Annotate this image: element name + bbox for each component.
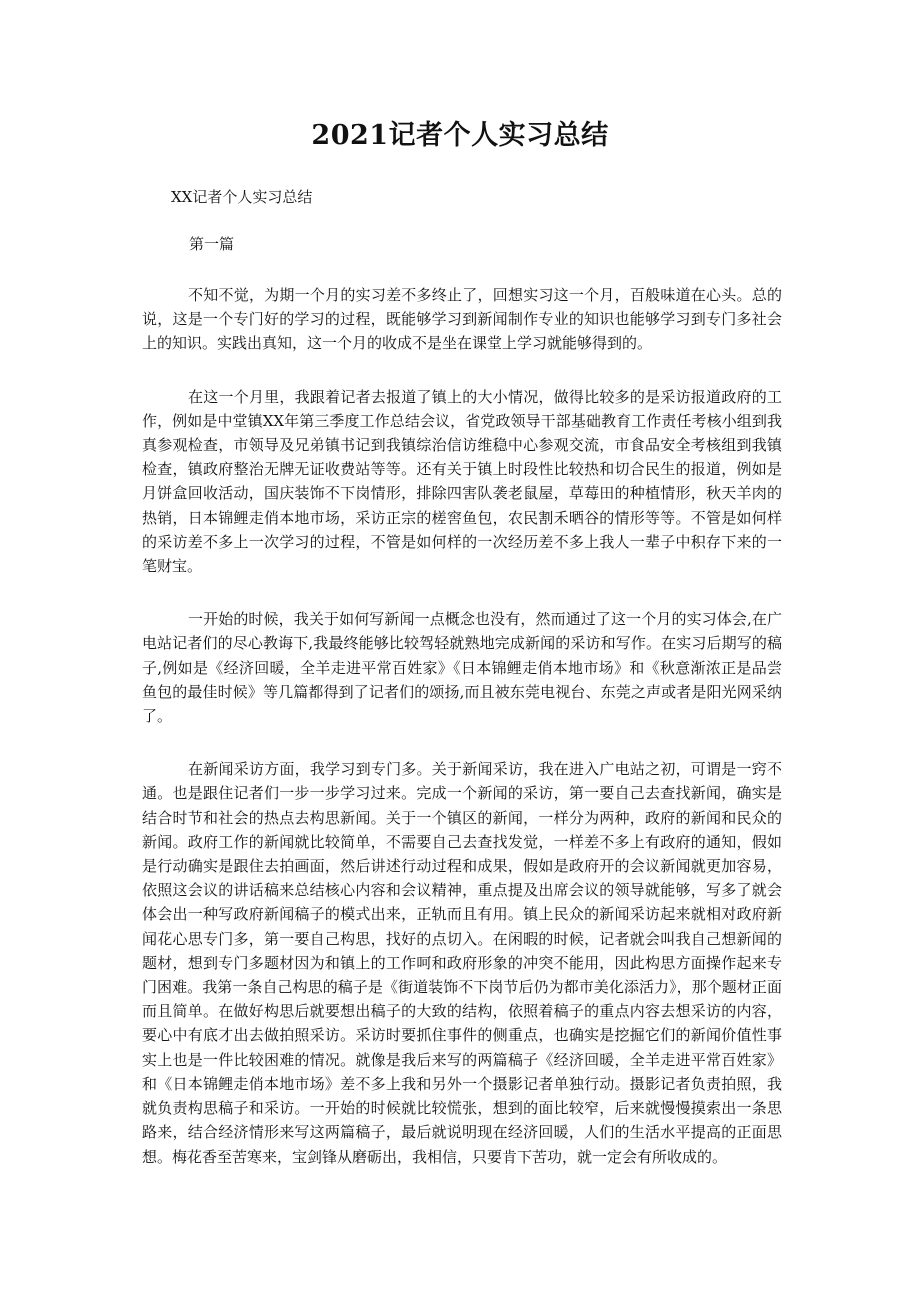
document-subtitle: XX记者个人实习总结 [171, 188, 313, 206]
paragraph-2: 在这一个月里，我跟着记者去报道了镇上的大小情况，做得比较多的是采访报道政府的工作，例如是中堂镇XX年第三季度工作总结会议，省党政领导干部基础教育工作责任考核小组到我真参观检查，市领导及兄弟镇书记到我镇综治信访维稳中心参观交流，市食品安全考核组到我镇检查，镇政府整治无牌无证收费站等等。还有关于镇上时段性比较热和切合民生的报道，例如是月饼盒回收活动，国庆装饰不下岗情形，排除四害队袭老鼠屋，草莓田的种植情形，秋天羊肉的热销，日本锦鲤走俏本地市场，采访正宗的槎窖鱼包，农民割禾晒谷的情形等等。不管是如何样的采访差不多上一次学习的过程，不管是如何样的一次经历差不多上我人一辈子中积存下来的一笔财宝。 [142, 387, 782, 576]
document-title: 2021记者个人实习总结 [311, 120, 609, 151]
section-heading: 第一篇 [189, 235, 235, 253]
paragraph-4: 在新闻采访方面，我学习到专门多。关于新闻采访，我在进入广电站之初，可谓是一窍不通。也是跟住记者们一步一步学习过来。完成一个新闻的采访，第一要自己去查找新闻，确实是结合时节和社会的热点去构思新闻。关于一个镇区的新闻，一样分为两种，政府的新闻和民众的新闻。政府工作的新闻就比较简单，不需要自己去查找发觉，一样差不多上有政府的通知，假如是行动确实是跟住去拍画面，然后讲述行动过程和成果，假如是政府开的会议新闻就更加容易，依照这会议的讲话稿来总结核心内容和会议精神，重点提及出席会议的领导就能够，写多了就会体会出一种写政府新闻稿子的模式出来，正轨而且有用。镇上民众的新闻采访起来就相对政府新闻花心思专门多，第一要自己构思，找好的点切入。在闲暇的时候，记者就会叫我自己想新闻的题材，想到专门多题材因为和镇上的工作呵和政府形象的冲突不能用，因此构思方面操作起来专门困难。我第一条自己构思的稿子是《街道装饰不下岗节后仍为都市美化添活力》，那个题材正面而且简单。在做好构思后就要想出稿子的大致的结构，依照着稿子的重点内容去想采访的内容，要心中有底才出去做拍照采访。采访时要抓住事件的侧重点，也确实是挖掘它们的新闻价值性事实上也是一件比较困难的情况。就像是我后来写的两篇稿子《经济回暖，全羊走进平常百姓家》和《日本锦鲤走俏本地市场》差不多上我和另外一个摄影记者单独行动。摄影记者负责拍照，我就负责构思稿子和采访。一开始的时候就比较慌张，想到的面比较窄，后来就慢慢摸索出一条思路来，结合经济情形来写这两篇稿子，最后就说明现在经济回暖，人们的生活水平提高的正面思想。梅花香至苦寒来，宝剑锋从磨砺出，我相信，只要肯下苦功，就一定会有所收成的。 [142, 760, 782, 1166]
paragraph-3: 一开始的时候，我关于如何写新闻一点概念也没有，然而通过了这一个月的实习体会,在广电站记者们的尽心教诲下,我最终能够比较驾轻就熟地完成新闻的采访和写作。在实习后期写的稿子,例如是《经济回暖，全羊走进平常百姓家》《日本锦鲤走俏本地市场》和《秋意渐浓正是品尝鱼包的最佳时候》等几篇都得到了记者们的颂扬,而且被东莞电视台、东莞之声或者是阳光网采纳了。 [142, 610, 782, 726]
document-body [142, 283, 782, 1198]
paragraph-1: 不知不觉，为期一个月的实习差不多终止了，回想实习这一个月，百般味道在心头。总的说，这是一个专门好的学习的过程，既能够学习到新闻制作专业的知识也能够学习到专门多社会上的知识。实践出真知，这一个月的收成不是坐在课堂上学习就能够得到的。 [142, 286, 782, 353]
